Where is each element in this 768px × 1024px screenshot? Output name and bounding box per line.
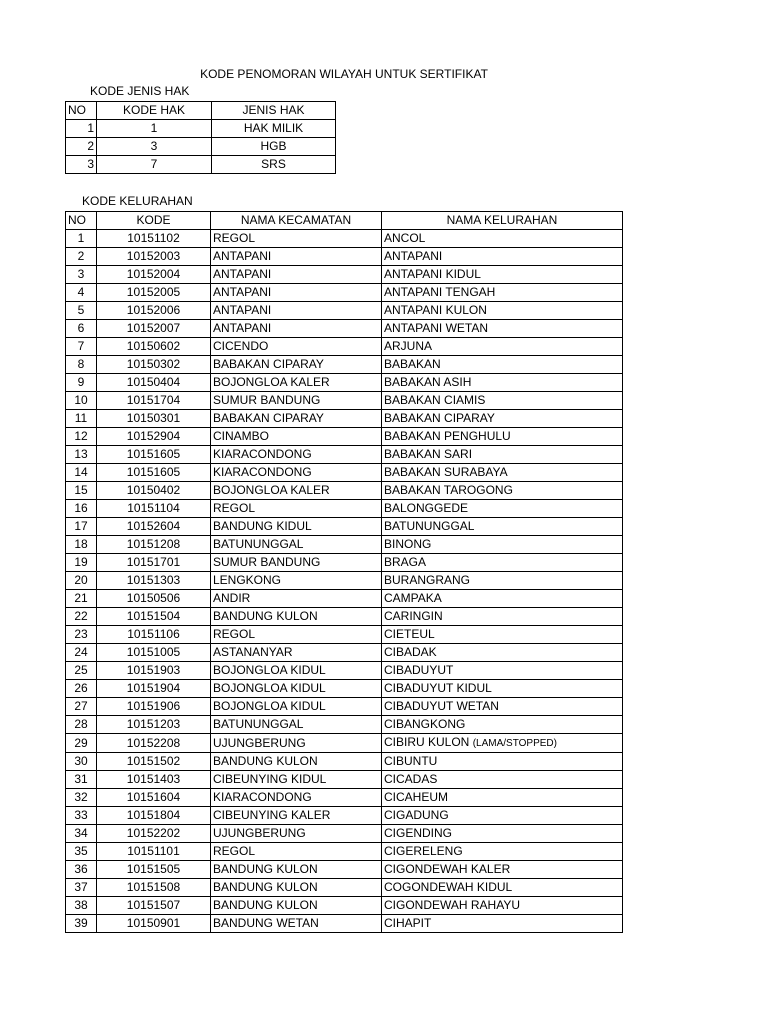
row-number-cell: 32 bbox=[66, 789, 97, 807]
row-number-cell: 37 bbox=[66, 879, 97, 897]
table-row bbox=[66, 771, 623, 789]
table-row bbox=[66, 500, 623, 518]
kelurahan-name: BABAKAN SURABAYA bbox=[384, 465, 508, 479]
kelurahan-cell bbox=[382, 825, 623, 843]
kode-cell: 10152005 bbox=[97, 284, 211, 302]
kelurahan-note: (LAMA/STOPPED) bbox=[472, 738, 557, 749]
kecamatan-cell: BOJONGLOA KIDUL bbox=[211, 698, 382, 716]
kode-cell: 10150602 bbox=[97, 338, 211, 356]
kelurahan-cell bbox=[382, 374, 623, 392]
kelurahan-cell bbox=[382, 590, 623, 608]
kecamatan-cell: CICENDO bbox=[211, 338, 382, 356]
row-number-cell: 13 bbox=[66, 446, 97, 464]
kode-cell: 10152604 bbox=[97, 518, 211, 536]
table-row bbox=[66, 266, 623, 284]
kelurahan-name: CIGADUNG bbox=[384, 808, 449, 822]
kelurahan-cell bbox=[382, 734, 623, 753]
kelurahan-cell bbox=[382, 716, 623, 734]
row-number-cell: 5 bbox=[66, 302, 97, 320]
kode-cell: 10150506 bbox=[97, 590, 211, 608]
kecamatan-cell: REGOL bbox=[211, 230, 382, 248]
kode-cell: 10151605 bbox=[97, 446, 211, 464]
kelurahan-name: BRAGA bbox=[384, 555, 427, 569]
table-row bbox=[66, 230, 623, 248]
kecamatan-cell: UJUNGBERUNG bbox=[211, 734, 382, 753]
row-number-cell: 28 bbox=[66, 716, 97, 734]
kode-cell: 10152007 bbox=[97, 320, 211, 338]
table-row bbox=[66, 626, 623, 644]
table-row bbox=[66, 320, 623, 338]
kecamatan-cell: SUMUR BANDUNG bbox=[211, 554, 382, 572]
table-row bbox=[66, 680, 623, 698]
kecamatan-cell: BOJONGLOA KIDUL bbox=[211, 662, 382, 680]
kode-cell: 10150302 bbox=[97, 356, 211, 374]
kelurahan-cell bbox=[382, 446, 623, 464]
kecamatan-cell: BABAKAN CIPARAY bbox=[211, 356, 382, 374]
kecamatan-cell: REGOL bbox=[211, 626, 382, 644]
table-row bbox=[66, 554, 623, 572]
kelurahan-name: ANTAPANI KIDUL bbox=[384, 267, 481, 281]
table-row bbox=[66, 716, 623, 734]
kode-cell: 10151208 bbox=[97, 536, 211, 554]
kelurahan-name: CIBANGKONG bbox=[384, 717, 466, 731]
row-number-cell: 36 bbox=[66, 861, 97, 879]
kelurahan-name: BABAKAN bbox=[384, 357, 441, 371]
table-row bbox=[66, 464, 623, 482]
kecamatan-cell: BOJONGLOA KALER bbox=[211, 374, 382, 392]
kelurahan-name: CIGERELENG bbox=[384, 844, 463, 858]
kecamatan-cell: REGOL bbox=[211, 500, 382, 518]
row-number-cell: 7 bbox=[66, 338, 97, 356]
kelurahan-cell bbox=[382, 789, 623, 807]
table-row bbox=[66, 284, 623, 302]
kode-cell: 10150404 bbox=[97, 374, 211, 392]
row-number-cell: 2 bbox=[66, 138, 97, 156]
kelurahan-name: ANTAPANI KULON bbox=[384, 303, 487, 317]
kode-cell: 10151804 bbox=[97, 807, 211, 825]
kelurahan-name: ANCOL bbox=[384, 231, 426, 245]
kode-cell: 10151005 bbox=[97, 644, 211, 662]
row-number-cell: 3 bbox=[66, 266, 97, 284]
kecamatan-cell: BABAKAN CIPARAY bbox=[211, 410, 382, 428]
kelurahan-cell bbox=[382, 302, 623, 320]
jenis-hak-cell: SRS bbox=[212, 156, 336, 174]
table-row bbox=[66, 156, 336, 174]
kecamatan-cell: BANDUNG KIDUL bbox=[211, 518, 382, 536]
row-number-cell: 4 bbox=[66, 284, 97, 302]
row-number-cell: 29 bbox=[66, 734, 97, 753]
table-header-row bbox=[66, 102, 336, 120]
kelurahan-name: COGONDEWAH KIDUL bbox=[384, 880, 513, 894]
table-row bbox=[66, 536, 623, 554]
table-row bbox=[66, 446, 623, 464]
table-header-row bbox=[66, 212, 623, 230]
kode-hak-cell: 1 bbox=[97, 120, 212, 138]
column-header-kode-hak: KODE HAK bbox=[97, 102, 212, 120]
row-number-cell: 26 bbox=[66, 680, 97, 698]
kelurahan-cell bbox=[382, 554, 623, 572]
table-row bbox=[66, 807, 623, 825]
table-row bbox=[66, 482, 623, 500]
table-row bbox=[66, 120, 336, 138]
kode-cell: 10151101 bbox=[97, 843, 211, 861]
kelurahan-name: CIBADAK bbox=[384, 645, 437, 659]
jenis-hak-cell: HAK MILIK bbox=[212, 120, 336, 138]
kode-cell: 10151102 bbox=[97, 230, 211, 248]
row-number-cell: 3 bbox=[66, 156, 97, 174]
kelurahan-cell bbox=[382, 771, 623, 789]
row-number-cell: 39 bbox=[66, 915, 97, 933]
kelurahan-cell bbox=[382, 861, 623, 879]
kode-cell: 10152003 bbox=[97, 248, 211, 266]
row-number-cell: 22 bbox=[66, 608, 97, 626]
kelurahan-name: BABAKAN SARI bbox=[384, 447, 473, 461]
kelurahan-cell bbox=[382, 338, 623, 356]
kelurahan-name: CIBUNTU bbox=[384, 754, 438, 768]
table-row bbox=[66, 572, 623, 590]
kecamatan-cell: CIBEUNYING KALER bbox=[211, 807, 382, 825]
kelurahan-name: CIETEUL bbox=[384, 627, 435, 641]
kelurahan-cell bbox=[382, 248, 623, 266]
row-number-cell: 8 bbox=[66, 356, 97, 374]
kecamatan-cell: ANTAPANI bbox=[211, 302, 382, 320]
table-row bbox=[66, 248, 623, 266]
kelurahan-name: BALONGGEDE bbox=[384, 501, 469, 515]
kelurahan-cell bbox=[382, 230, 623, 248]
kecamatan-cell: ASTANANYAR bbox=[211, 644, 382, 662]
kelurahan-name: BINONG bbox=[384, 537, 432, 551]
table-row bbox=[66, 428, 623, 446]
kode-hak-cell: 3 bbox=[97, 138, 212, 156]
table-row bbox=[66, 734, 623, 753]
table-row bbox=[66, 753, 623, 771]
kode-cell: 10151605 bbox=[97, 464, 211, 482]
row-number-cell: 14 bbox=[66, 464, 97, 482]
kelurahan-name: BURANGRANG bbox=[384, 573, 471, 587]
kelurahan-cell bbox=[382, 518, 623, 536]
kelurahan-cell bbox=[382, 843, 623, 861]
kode-cell: 10151106 bbox=[97, 626, 211, 644]
kecamatan-cell: CIBEUNYING KIDUL bbox=[211, 771, 382, 789]
kode-cell: 10151504 bbox=[97, 608, 211, 626]
kelurahan-cell bbox=[382, 879, 623, 897]
kode-cell: 10151502 bbox=[97, 753, 211, 771]
document-title: KODE PENOMORAN WILAYAH UNTUK SERTIFIKAT bbox=[200, 67, 488, 81]
kelurahan-name: ANTAPANI TENGAH bbox=[384, 285, 496, 299]
kode-cell: 10151903 bbox=[97, 662, 211, 680]
table-row bbox=[66, 338, 623, 356]
kode-cell: 10151701 bbox=[97, 554, 211, 572]
kelurahan-cell bbox=[382, 698, 623, 716]
table-row bbox=[66, 356, 623, 374]
kecamatan-cell: BANDUNG KULON bbox=[211, 608, 382, 626]
kecamatan-cell: KIARACONDONG bbox=[211, 464, 382, 482]
row-number-cell: 9 bbox=[66, 374, 97, 392]
table-row bbox=[66, 410, 623, 428]
table-row bbox=[66, 843, 623, 861]
kelurahan-name: CICAHEUM bbox=[384, 790, 449, 804]
row-number-cell: 10 bbox=[66, 392, 97, 410]
kelurahan-table bbox=[65, 211, 623, 933]
row-number-cell: 11 bbox=[66, 410, 97, 428]
row-number-cell: 17 bbox=[66, 518, 97, 536]
row-number-cell: 33 bbox=[66, 807, 97, 825]
table-row bbox=[66, 302, 623, 320]
kelurahan-name: CAMPAKA bbox=[384, 591, 442, 605]
kecamatan-cell: ANTAPANI bbox=[211, 284, 382, 302]
kelurahan-cell bbox=[382, 572, 623, 590]
table-row bbox=[66, 897, 623, 915]
kode-cell: 10151507 bbox=[97, 897, 211, 915]
column-header-nama-kecamatan: NAMA KECAMATAN bbox=[211, 212, 382, 230]
row-number-cell: 38 bbox=[66, 897, 97, 915]
kecamatan-cell: BANDUNG WETAN bbox=[211, 915, 382, 933]
kecamatan-cell: SUMUR BANDUNG bbox=[211, 392, 382, 410]
kelurahan-name: BABAKAN CIPARAY bbox=[384, 411, 495, 425]
kelurahan-name: BABAKAN CIAMIS bbox=[384, 393, 486, 407]
kecamatan-cell: UJUNGBERUNG bbox=[211, 825, 382, 843]
row-number-cell: 20 bbox=[66, 572, 97, 590]
row-number-cell: 35 bbox=[66, 843, 97, 861]
kecamatan-cell: ANTAPANI bbox=[211, 320, 382, 338]
kecamatan-cell: BANDUNG KULON bbox=[211, 879, 382, 897]
row-number-cell: 23 bbox=[66, 626, 97, 644]
row-number-cell: 6 bbox=[66, 320, 97, 338]
kode-cell: 10151906 bbox=[97, 698, 211, 716]
kelurahan-cell bbox=[382, 482, 623, 500]
column-header-kode: KODE bbox=[97, 212, 211, 230]
kode-cell: 10150301 bbox=[97, 410, 211, 428]
kelurahan-cell bbox=[382, 500, 623, 518]
kelurahan-name: CIBADUYUT WETAN bbox=[384, 699, 499, 713]
kelurahan-name: ANTAPANI WETAN bbox=[384, 321, 489, 335]
kelurahan-cell bbox=[382, 897, 623, 915]
kelurahan-name: CIBIRU KULON bbox=[384, 735, 470, 749]
kode-hak-cell: 7 bbox=[97, 156, 212, 174]
kelurahan-name: BABAKAN PENGHULU bbox=[384, 429, 511, 443]
kecamatan-cell: BANDUNG KULON bbox=[211, 861, 382, 879]
kelurahan-cell bbox=[382, 266, 623, 284]
kelurahan-name: BABAKAN TAROGONG bbox=[384, 483, 513, 497]
kelurahan-name: CIGENDING bbox=[384, 826, 453, 840]
kelurahan-cell bbox=[382, 320, 623, 338]
row-number-cell: 16 bbox=[66, 500, 97, 518]
kecamatan-cell: BATUNUNGGAL bbox=[211, 716, 382, 734]
kecamatan-cell: ANTAPANI bbox=[211, 266, 382, 284]
row-number-cell: 24 bbox=[66, 644, 97, 662]
row-number-cell: 18 bbox=[66, 536, 97, 554]
row-number-cell: 31 bbox=[66, 771, 97, 789]
table-row bbox=[66, 374, 623, 392]
kelurahan-name: CIBADUYUT KIDUL bbox=[384, 681, 492, 695]
kelurahan-cell bbox=[382, 410, 623, 428]
kelurahan-name: BABAKAN ASIH bbox=[384, 375, 472, 389]
kelurahan-cell bbox=[382, 662, 623, 680]
kelurahan-cell bbox=[382, 915, 623, 933]
kelurahan-cell bbox=[382, 807, 623, 825]
table-row bbox=[66, 861, 623, 879]
kode-cell: 10152904 bbox=[97, 428, 211, 446]
jenis-hak-cell: HGB bbox=[212, 138, 336, 156]
kode-cell: 10152208 bbox=[97, 734, 211, 753]
row-number-cell: 27 bbox=[66, 698, 97, 716]
table-row bbox=[66, 518, 623, 536]
kelurahan-name: CARINGIN bbox=[384, 609, 443, 623]
kecamatan-cell: BOJONGLOA KALER bbox=[211, 482, 382, 500]
column-header-jenis-hak: JENIS HAK bbox=[212, 102, 336, 120]
row-number-cell: 1 bbox=[66, 230, 97, 248]
row-number-cell: 2 bbox=[66, 248, 97, 266]
table-row bbox=[66, 608, 623, 626]
kecamatan-cell: BANDUNG KULON bbox=[211, 897, 382, 915]
kecamatan-cell: BANDUNG KULON bbox=[211, 753, 382, 771]
kecamatan-cell: KIARACONDONG bbox=[211, 789, 382, 807]
table-row bbox=[66, 879, 623, 897]
table-row bbox=[66, 138, 336, 156]
kelurahan-name: ARJUNA bbox=[384, 339, 433, 353]
table-row bbox=[66, 392, 623, 410]
kode-cell: 10150402 bbox=[97, 482, 211, 500]
jenis-hak-table bbox=[65, 101, 336, 174]
kode-cell: 10151203 bbox=[97, 716, 211, 734]
kode-cell: 10150901 bbox=[97, 915, 211, 933]
row-number-cell: 34 bbox=[66, 825, 97, 843]
kelurahan-cell bbox=[382, 644, 623, 662]
row-number-cell: 1 bbox=[66, 120, 97, 138]
row-number-cell: 15 bbox=[66, 482, 97, 500]
kode-cell: 10151505 bbox=[97, 861, 211, 879]
kelurahan-name: CIGONDEWAH RAHAYU bbox=[384, 898, 521, 912]
kelurahan-name: CIGONDEWAH KALER bbox=[384, 862, 511, 876]
kelurahan-cell bbox=[382, 356, 623, 374]
kode-cell: 10151704 bbox=[97, 392, 211, 410]
kecamatan-cell: KIARACONDONG bbox=[211, 446, 382, 464]
kelurahan-cell bbox=[382, 284, 623, 302]
row-number-cell: 21 bbox=[66, 590, 97, 608]
kode-cell: 10151104 bbox=[97, 500, 211, 518]
table-row bbox=[66, 590, 623, 608]
table-row bbox=[66, 644, 623, 662]
table-row bbox=[66, 698, 623, 716]
kecamatan-cell: LENGKONG bbox=[211, 572, 382, 590]
kelurahan-name: CIBADUYUT bbox=[384, 663, 454, 677]
jenis-hak-section-label: KODE JENIS HAK bbox=[90, 84, 190, 98]
column-header-no: NO bbox=[66, 102, 97, 120]
kelurahan-cell bbox=[382, 536, 623, 554]
kode-cell: 10152202 bbox=[97, 825, 211, 843]
kode-cell: 10151904 bbox=[97, 680, 211, 698]
kelurahan-section-label: KODE KELURAHAN bbox=[82, 194, 193, 208]
table-row bbox=[66, 915, 623, 933]
kode-cell: 10151508 bbox=[97, 879, 211, 897]
row-number-cell: 19 bbox=[66, 554, 97, 572]
kecamatan-cell: REGOL bbox=[211, 843, 382, 861]
kecamatan-cell: BATUNUNGGAL bbox=[211, 536, 382, 554]
row-number-cell: 30 bbox=[66, 753, 97, 771]
kode-cell: 10152004 bbox=[97, 266, 211, 284]
kode-cell: 10151303 bbox=[97, 572, 211, 590]
kode-cell: 10151604 bbox=[97, 789, 211, 807]
kelurahan-cell bbox=[382, 608, 623, 626]
table-row bbox=[66, 662, 623, 680]
kelurahan-name: BATUNUNGGAL bbox=[384, 519, 475, 533]
kecamatan-cell: CINAMBO bbox=[211, 428, 382, 446]
kelurahan-cell bbox=[382, 753, 623, 771]
kecamatan-cell: BOJONGLOA KIDUL bbox=[211, 680, 382, 698]
row-number-cell: 25 bbox=[66, 662, 97, 680]
kelurahan-cell bbox=[382, 392, 623, 410]
kelurahan-cell bbox=[382, 626, 623, 644]
row-number-cell: 12 bbox=[66, 428, 97, 446]
kecamatan-cell: ANDIR bbox=[211, 590, 382, 608]
kelurahan-cell bbox=[382, 464, 623, 482]
kelurahan-cell bbox=[382, 680, 623, 698]
kode-cell: 10151403 bbox=[97, 771, 211, 789]
kelurahan-cell bbox=[382, 428, 623, 446]
column-header-no: NO bbox=[66, 212, 97, 230]
kecamatan-cell: ANTAPANI bbox=[211, 248, 382, 266]
column-header-nama-kelurahan: NAMA KELURAHAN bbox=[382, 212, 623, 230]
kelurahan-name: CIHAPIT bbox=[384, 916, 432, 930]
table-row bbox=[66, 825, 623, 843]
kelurahan-name: ANTAPANI bbox=[384, 249, 443, 263]
kelurahan-name: CICADAS bbox=[384, 772, 438, 786]
kode-cell: 10152006 bbox=[97, 302, 211, 320]
table-row bbox=[66, 789, 623, 807]
